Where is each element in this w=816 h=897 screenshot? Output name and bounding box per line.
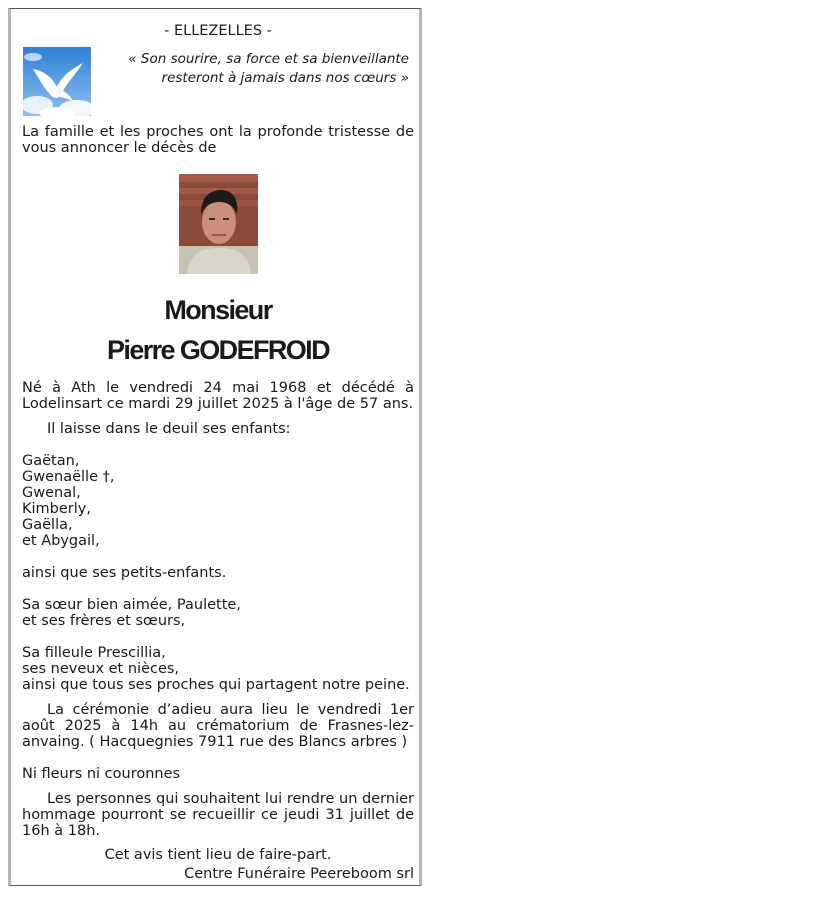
memorial-quote [109, 50, 409, 88]
deceased-title: Monsieur [164, 295, 272, 325]
list-item: Sa filleule Prescillia, [22, 645, 166, 661]
dove-image [23, 47, 91, 116]
intro-text: La famille et les proches ont la profonde tristesse de vous annoncer le décès de [22, 124, 414, 156]
list-item: Sa sœur bien aimée, Paulette, [22, 597, 241, 613]
deceased-name: Pierre GODEFROID [107, 335, 329, 365]
birth-death-text: Né à Ath le vendredi 24 mai 1968 et décédé à Lodelinsart ce mardi 29 juillet 2025 à l'âge de 57 ans. [22, 380, 414, 412]
children-list [22, 453, 414, 549]
quote-line-1: « Son sourire, sa force et sa bienveillante [128, 51, 409, 67]
ceremony-text: La cérémonie d’adieu aura lieu le vendredi 1er août 2025 à 14h au crématorium de Frasnes-lez-anvaing. ( Hacquegnies 7911 rue des Blancs arbres ) [22, 702, 414, 750]
funeral-home-text: Centre Funéraire Peereboom srl [184, 866, 414, 882]
list-item: ses neveux et nièces, [22, 661, 180, 677]
obituary-notice [8, 8, 422, 886]
list-item: Kimberly, [22, 501, 91, 517]
portrait-photo [179, 174, 258, 274]
list-item: et Abygail, [22, 533, 100, 549]
grandchildren-text: ainsi que ses petits-enfants. [22, 565, 227, 581]
location-heading: - ELLEZELLES - [164, 23, 272, 39]
quote-line-2: resteront à jamais dans nos cœurs » [161, 70, 409, 86]
siblings-list [22, 597, 414, 629]
mourning-intro: Il laisse dans le deuil ses enfants: [47, 421, 291, 437]
list-item: Gwenal, [22, 485, 81, 501]
list-item: Gaëlla, [22, 517, 73, 533]
others-list [22, 645, 414, 693]
tribute-text: Les personnes qui souhaitent lui rendre un dernier hommage pourront se recueillir ce jeudi 31 juillet de 16h à 18h. [22, 791, 414, 839]
list-item: Gaëtan, [22, 453, 80, 469]
list-item: ainsi que tous ses proches qui partagent notre peine. [22, 677, 410, 693]
no-flowers-text: Ni fleurs ni couronnes [22, 766, 181, 782]
list-item: et ses frères et sœurs, [22, 613, 186, 629]
faire-part-text: Cet avis tient lieu de faire-part. [104, 847, 332, 863]
list-item: Gwenaëlle †, [22, 469, 115, 485]
